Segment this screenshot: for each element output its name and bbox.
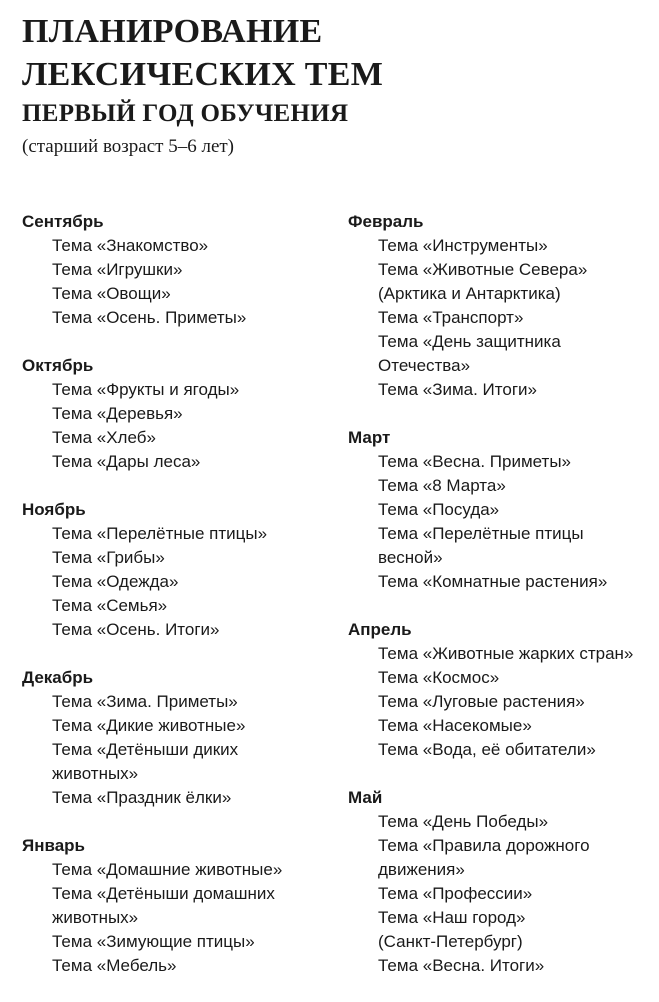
topic-item: Тема «Перелётные птицы»	[52, 524, 268, 543]
topic-item: Тема «Фрукты и ягоды»	[52, 380, 240, 399]
topic-item: Тема «Весна. Приметы»	[378, 452, 571, 471]
topic-item: Тема «Дикие животные»	[52, 716, 246, 735]
left-month-column	[22, 210, 322, 1002]
topic-item: Тема «Мебель»	[52, 956, 177, 975]
topic-item: Тема «Осень. Итоги»	[52, 620, 220, 639]
topic-item: Тема «Праздник ёлки»	[52, 788, 232, 807]
topic-list	[348, 810, 653, 978]
topic-item: Тема «Комнатные растения»	[378, 572, 608, 591]
topic-item: Тема «Знакомство»	[52, 236, 209, 255]
month-heading: Октябрь	[22, 356, 94, 375]
topic-item: Тема «Деревья»	[52, 404, 183, 423]
topic-item: Тема «Профессии»	[378, 884, 533, 903]
topic-list	[348, 234, 653, 402]
topic-item-continuation: весной»	[378, 548, 443, 567]
topic-item: Тема «Луговые растения»	[378, 692, 585, 711]
topic-item: Тема «Правила дорожного	[378, 836, 590, 855]
topic-list	[22, 858, 322, 978]
month-heading: Февраль	[348, 212, 424, 231]
topic-item: Тема «Детёныши диких	[52, 740, 239, 759]
page-subtitle-year: ПЕРВЫЙ ГОД ОБУЧЕНИЯ	[22, 100, 349, 127]
topic-item: Тема «Хлеб»	[52, 428, 156, 447]
month-heading: Январь	[22, 836, 86, 855]
topic-item: Тема «Грибы»	[52, 548, 165, 567]
topic-item: Тема «Посуда»	[378, 500, 500, 519]
topic-item: Тема «Насекомые»	[378, 716, 532, 735]
topic-item: Тема «Игрушки»	[52, 260, 183, 279]
month-heading: Декабрь	[22, 668, 94, 687]
topic-item: Тема «Зимующие птицы»	[52, 932, 255, 951]
topic-item: Тема «Животные жарких стран»	[378, 644, 634, 663]
right-month-column	[348, 210, 653, 1002]
topic-item: Тема «Домашние животные»	[52, 860, 283, 879]
topic-item: Тема «Весна. Итоги»	[378, 956, 545, 975]
topic-item: Тема «Вода, её обитатели»	[378, 740, 596, 759]
topic-item-continuation: животных»	[52, 908, 139, 927]
topic-item: Тема «День Победы»	[378, 812, 549, 831]
topic-item: Тема «Дары леса»	[52, 452, 201, 471]
topic-item: Тема «8 Марта»	[378, 476, 506, 495]
topic-item-continuation: животных»	[52, 764, 139, 783]
topic-list	[22, 690, 322, 810]
topic-list	[22, 522, 322, 642]
month-heading: Ноябрь	[22, 500, 86, 519]
topic-item: Тема «Осень. Приметы»	[52, 308, 247, 327]
topic-item: Тема «Животные Севера»	[378, 260, 588, 279]
topic-item-continuation: (Арктика и Антарктика)	[378, 284, 561, 303]
topic-list	[22, 378, 322, 474]
page-title-line-1: ПЛАНИРОВАНИЕ	[22, 13, 323, 50]
topic-list	[22, 234, 322, 330]
topic-item: Тема «День защитника	[378, 332, 561, 351]
topic-item-continuation: движения»	[378, 860, 465, 879]
topic-list	[348, 642, 653, 762]
topic-list	[348, 450, 653, 594]
topic-item: Тема «Инструменты»	[378, 236, 548, 255]
topic-item-continuation: (Санкт-Петербург)	[378, 932, 523, 951]
month-heading: Май	[348, 788, 383, 807]
topic-item: Тема «Овощи»	[52, 284, 171, 303]
month-heading: Сентябрь	[22, 212, 104, 231]
month-heading: Март	[348, 428, 391, 447]
topic-item: Тема «Семья»	[52, 596, 168, 615]
topic-item: Тема «Детёныши домашних	[52, 884, 275, 903]
topic-item: Тема «Зима. Итоги»	[378, 380, 537, 399]
topic-item: Тема «Транспорт»	[378, 308, 524, 327]
age-note: (старший возраст 5–6 лет)	[22, 136, 235, 157]
page-title-line-2: ЛЕКСИЧЕСКИХ ТЕМ	[22, 56, 384, 93]
topic-item: Тема «Одежда»	[52, 572, 179, 591]
topic-item: Тема «Перелётные птицы	[378, 524, 584, 543]
topic-item: Тема «Наш город»	[378, 908, 526, 927]
topic-item-continuation: Отечества»	[378, 356, 471, 375]
topic-item: Тема «Космос»	[378, 668, 500, 687]
month-heading: Апрель	[348, 620, 412, 639]
topic-item: Тема «Зима. Приметы»	[52, 692, 238, 711]
